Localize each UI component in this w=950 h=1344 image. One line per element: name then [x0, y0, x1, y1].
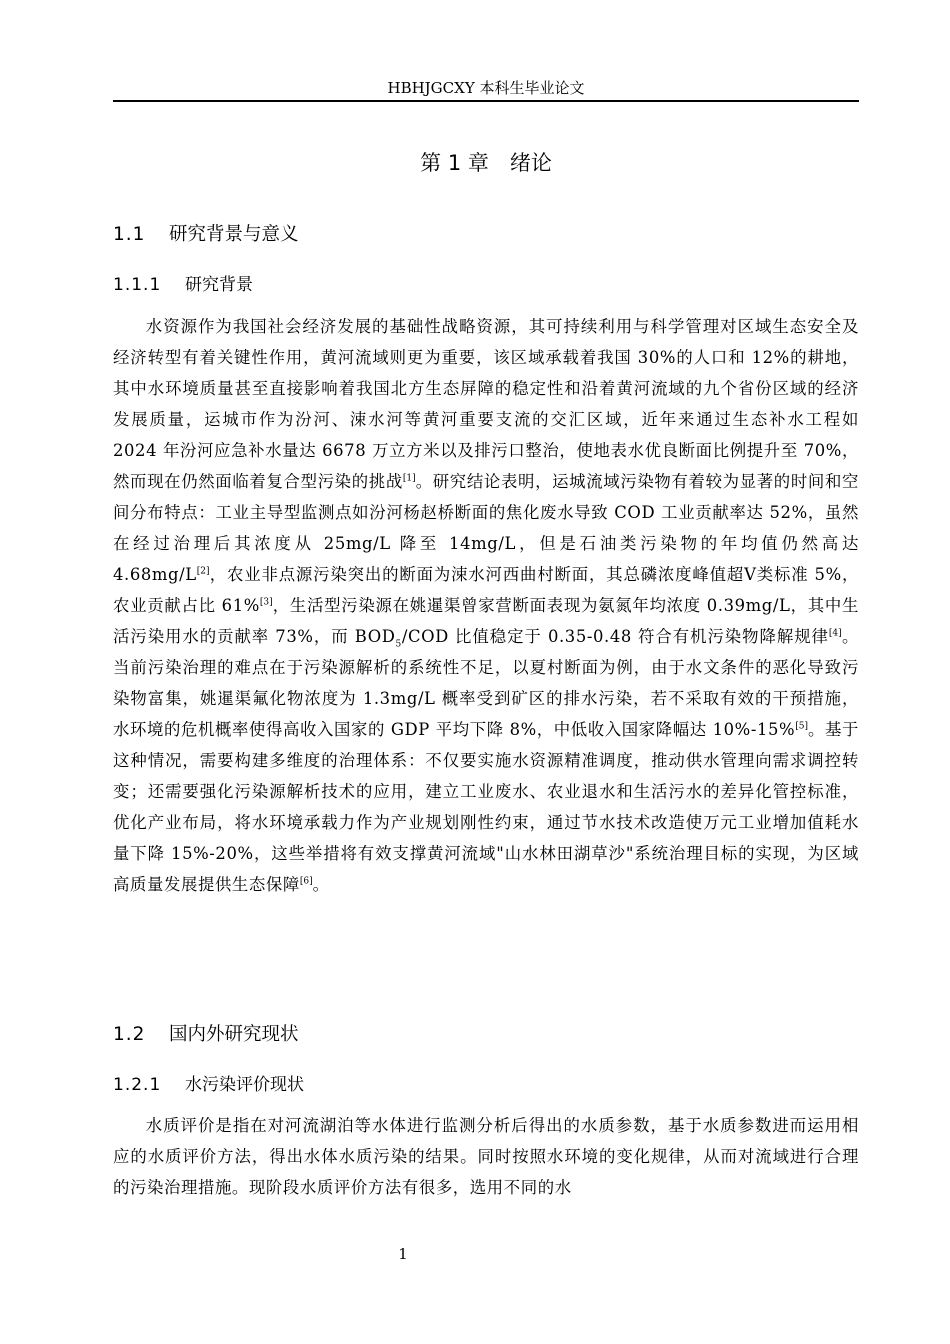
chapter-title: 第 1 章 绪论	[420, 151, 552, 175]
section-title: 研究背景与意义	[169, 224, 299, 245]
subsection-number: 1.2.1	[113, 1075, 162, 1095]
paragraph-text: 。当前污染治理的难点在于污染源解析的系统性不足，以夏村断面为例，由于水文条件的恶化导致污染物富集，姚暹渠氟化物浓度为 1.3mg/L 概率受到矿区的排水污染，若不采取有效的干预措施，水环境的危机概率使得高收入国家的 GDP 平均下降 8%，中低收入国家降幅达 10%-15%	[113, 627, 859, 739]
section-number: 1.1	[113, 224, 146, 245]
body-paragraph-water-quality: 水质评价是指在对河流湖泊等水体进行监测分析后得出的水质参数，基于水质参数进而运用相应的水质评价方法，得出水体水质污染的结果。同时按照水环境的变化规律，从而对流域进行合理的污染治理措施。现阶段水质评价方法有很多，选用不同的水	[113, 1116, 859, 1197]
citation-ref: [1]	[402, 473, 416, 484]
citation-ref: [3]	[259, 597, 273, 608]
section-heading-1-1	[113, 221, 299, 249]
paragraph-text: 水资源作为我国社会经济发展的基础性战略资源，其可持续利用与科学管理对区域生态安全及经济转型有着关键性作用，黄河流域则更为重要，该区域承载着我国 30%的人口和 12%的耕地，其中水环境质量甚至直接影响着我国北方生态屏障的稳定性和沿着黄河流域的九个省份区域的经济发展质量，运城市作为汾河、涑水河等黄河重要支流的交汇区域，近年来通过生态补水工程如 2024 年汾河应急补水量达 6678 万立方米以及排污口整治，使地表水优良断面比例提升至 70%，然而现在仍然面临着复合型污染的挑战	[113, 317, 859, 491]
header-rule	[113, 100, 859, 102]
paragraph-text: 。	[312, 875, 330, 894]
paragraph-text: ，生活型污染源在姚暹渠曾家营断面表现为氨氮年均浓度 0.39mg/L，其中生活污染用水的贡献率 73%，而 BOD	[113, 596, 859, 646]
subsection-heading-1-2-1	[113, 1072, 304, 1098]
paragraph-text: 。研究结论表明，运城流域污染物有着较为显著的时间和空间分布特点：工业主导型监测点如汾河杨赵桥断面的焦化废水导致 COD 工业贡献率达 52%，虽然在经过治理后其浓度从 25mg/L 降至 14mg/L，但是石油类污染物的年均值仍然高达 4.68mg/L	[113, 472, 859, 584]
subsection-title: 水污染评价现状	[185, 1075, 304, 1095]
subsection-title: 研究背景	[185, 275, 253, 295]
citation-ref: [6]	[299, 876, 313, 887]
citation-ref: [4]	[828, 628, 842, 639]
section-heading-1-2	[113, 1021, 299, 1049]
subsection-heading-1-1-1	[113, 272, 253, 298]
citation-ref: [5]	[795, 721, 808, 732]
subscript: 5	[395, 639, 402, 650]
body-paragraph-background	[113, 311, 859, 900]
subsection-number: 1.1.1	[113, 275, 162, 295]
section-title: 国内外研究现状	[169, 1024, 299, 1045]
paragraph-text: ，农业非点源污染突出的断面为涑水河西曲村断面，其总磷浓度峰值超Ⅴ类标准 5%，农业贡献占比 61%	[113, 565, 859, 615]
paragraph-text: 。基于这种情况，需要构建多维度的治理体系：不仅要实施水资源精准调度，推动供水管理向需求调控转变；还需要强化污染源解析技术的应用，建立工业废水、农业退水和生活污水的差异化管控标准，优化产业布局，将水环境承载力作为产业规划刚性约束，通过节水技术改造使万元工业增加值耗水量下降 15%-20%，这些举措将有效支撑黄河流域"山水林田湖草沙"系统治理目标的实现，为区域高质量发展提供生态保障	[113, 720, 859, 894]
citation-ref: [2]	[196, 566, 210, 577]
page-header: HBHJGCXY 本科生毕业论文	[387, 79, 585, 97]
page-number: 1	[398, 1245, 408, 1263]
section-number: 1.2	[113, 1024, 146, 1045]
paragraph-text: /COD 比值稳定于 0.35-0.48 符合有机污染物降解规律	[401, 627, 829, 646]
